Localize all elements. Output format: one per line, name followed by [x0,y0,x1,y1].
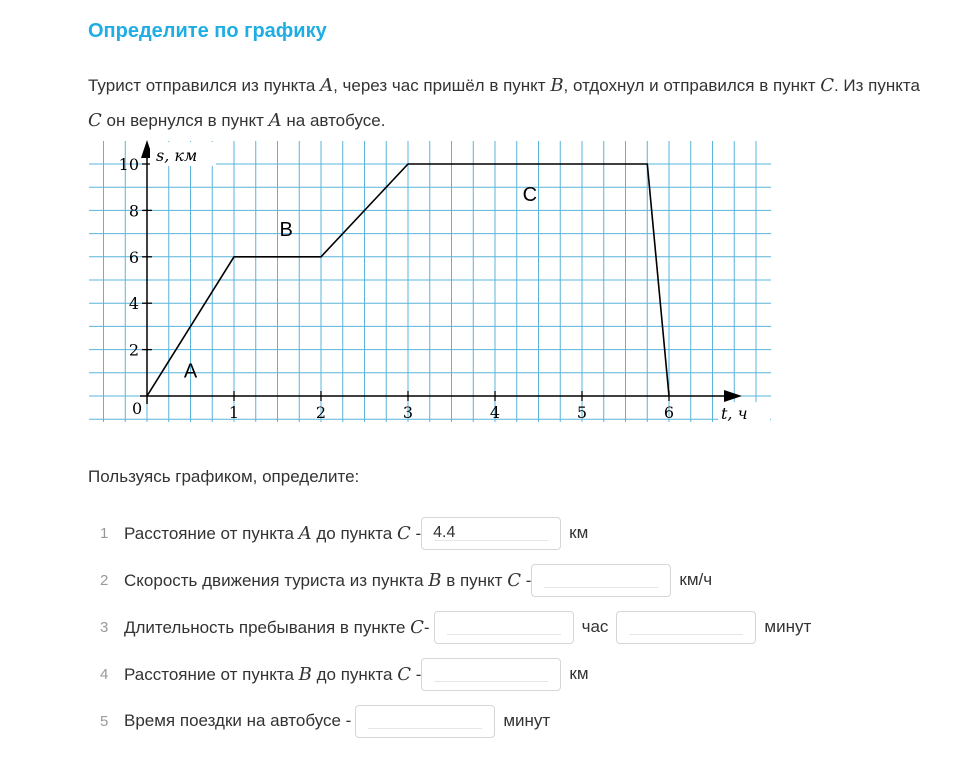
stay-minutes-input[interactable] [616,611,756,644]
bus-time-input[interactable] [355,705,495,738]
question-text: Расстояние от пункта A до пункта C - [124,522,422,544]
point-c-var: C [820,75,834,96]
unit-label: км [569,664,589,683]
x-tick-label: 6 [663,403,675,422]
distance-ac-input[interactable]: 4.4 [421,517,561,550]
question-number: 5 [100,712,109,730]
y-tick-label: 2 [128,340,139,360]
speed-bc-input[interactable] [531,564,671,597]
x-tick-label: 1 [228,403,240,422]
question-number: 1 [100,524,109,542]
point-label-b: B [279,218,293,241]
x-axis-arrow [724,390,742,402]
x-tick-label: 2 [315,403,327,422]
unit-label: км/ч [679,570,713,589]
point-a-var: A [268,110,282,131]
question-5 [100,704,550,738]
question-text: Время поездки на автобусе - [124,711,352,730]
y-tick-label: 10 [118,155,139,174]
x-axis-label: t, ч [721,404,748,423]
question-number: 4 [100,665,109,683]
instructions-text: Пользуясь графиком, определите: [88,467,360,486]
point-c-var: C [88,110,102,131]
y-tick-label: 4 [128,294,139,314]
point-a-var: A [320,75,334,96]
unit-label: минут [503,711,551,730]
unit-label: час [581,617,609,636]
point-label-c: C [522,184,538,207]
question-number: 3 [100,618,109,636]
y-tick-label: 6 [128,247,139,267]
point-b-var: B [550,75,564,96]
question-text: Расстояние от пункта B до пункта C - [124,663,422,685]
unit-label: км [569,523,589,542]
point-label-a: A [183,360,198,383]
unit-label: минут [764,617,812,636]
y-axis-label: s, км [156,146,198,165]
x-tick-label: 4 [489,403,501,422]
distance-bc-input[interactable] [421,658,561,691]
question-3 [100,610,811,644]
x-tick-label: 3 [402,403,414,422]
task-title: Определите по графику [88,20,327,42]
graph-ticks [119,155,674,422]
question-text: Длительность пребывания в пункте C- [124,616,430,638]
y-tick-label: 8 [128,201,139,221]
question-text: Скорость движения туриста из пункта B в пункт C - [124,569,532,591]
question-1 [100,516,588,550]
question-2 [100,563,712,597]
origin-label: 0 [132,399,143,418]
stay-hours-input[interactable] [434,611,574,644]
task-intro: Турист отправился из пункта A, через час пришёл в пункт B, отдохнул и отправился в пункт C. Из пункта C он вернулся в пункт A на автобусе. [88,75,920,131]
question-4 [100,657,589,691]
x-tick-label: 5 [576,403,588,422]
question-number: 2 [100,571,109,589]
graph-axes [140,140,742,404]
